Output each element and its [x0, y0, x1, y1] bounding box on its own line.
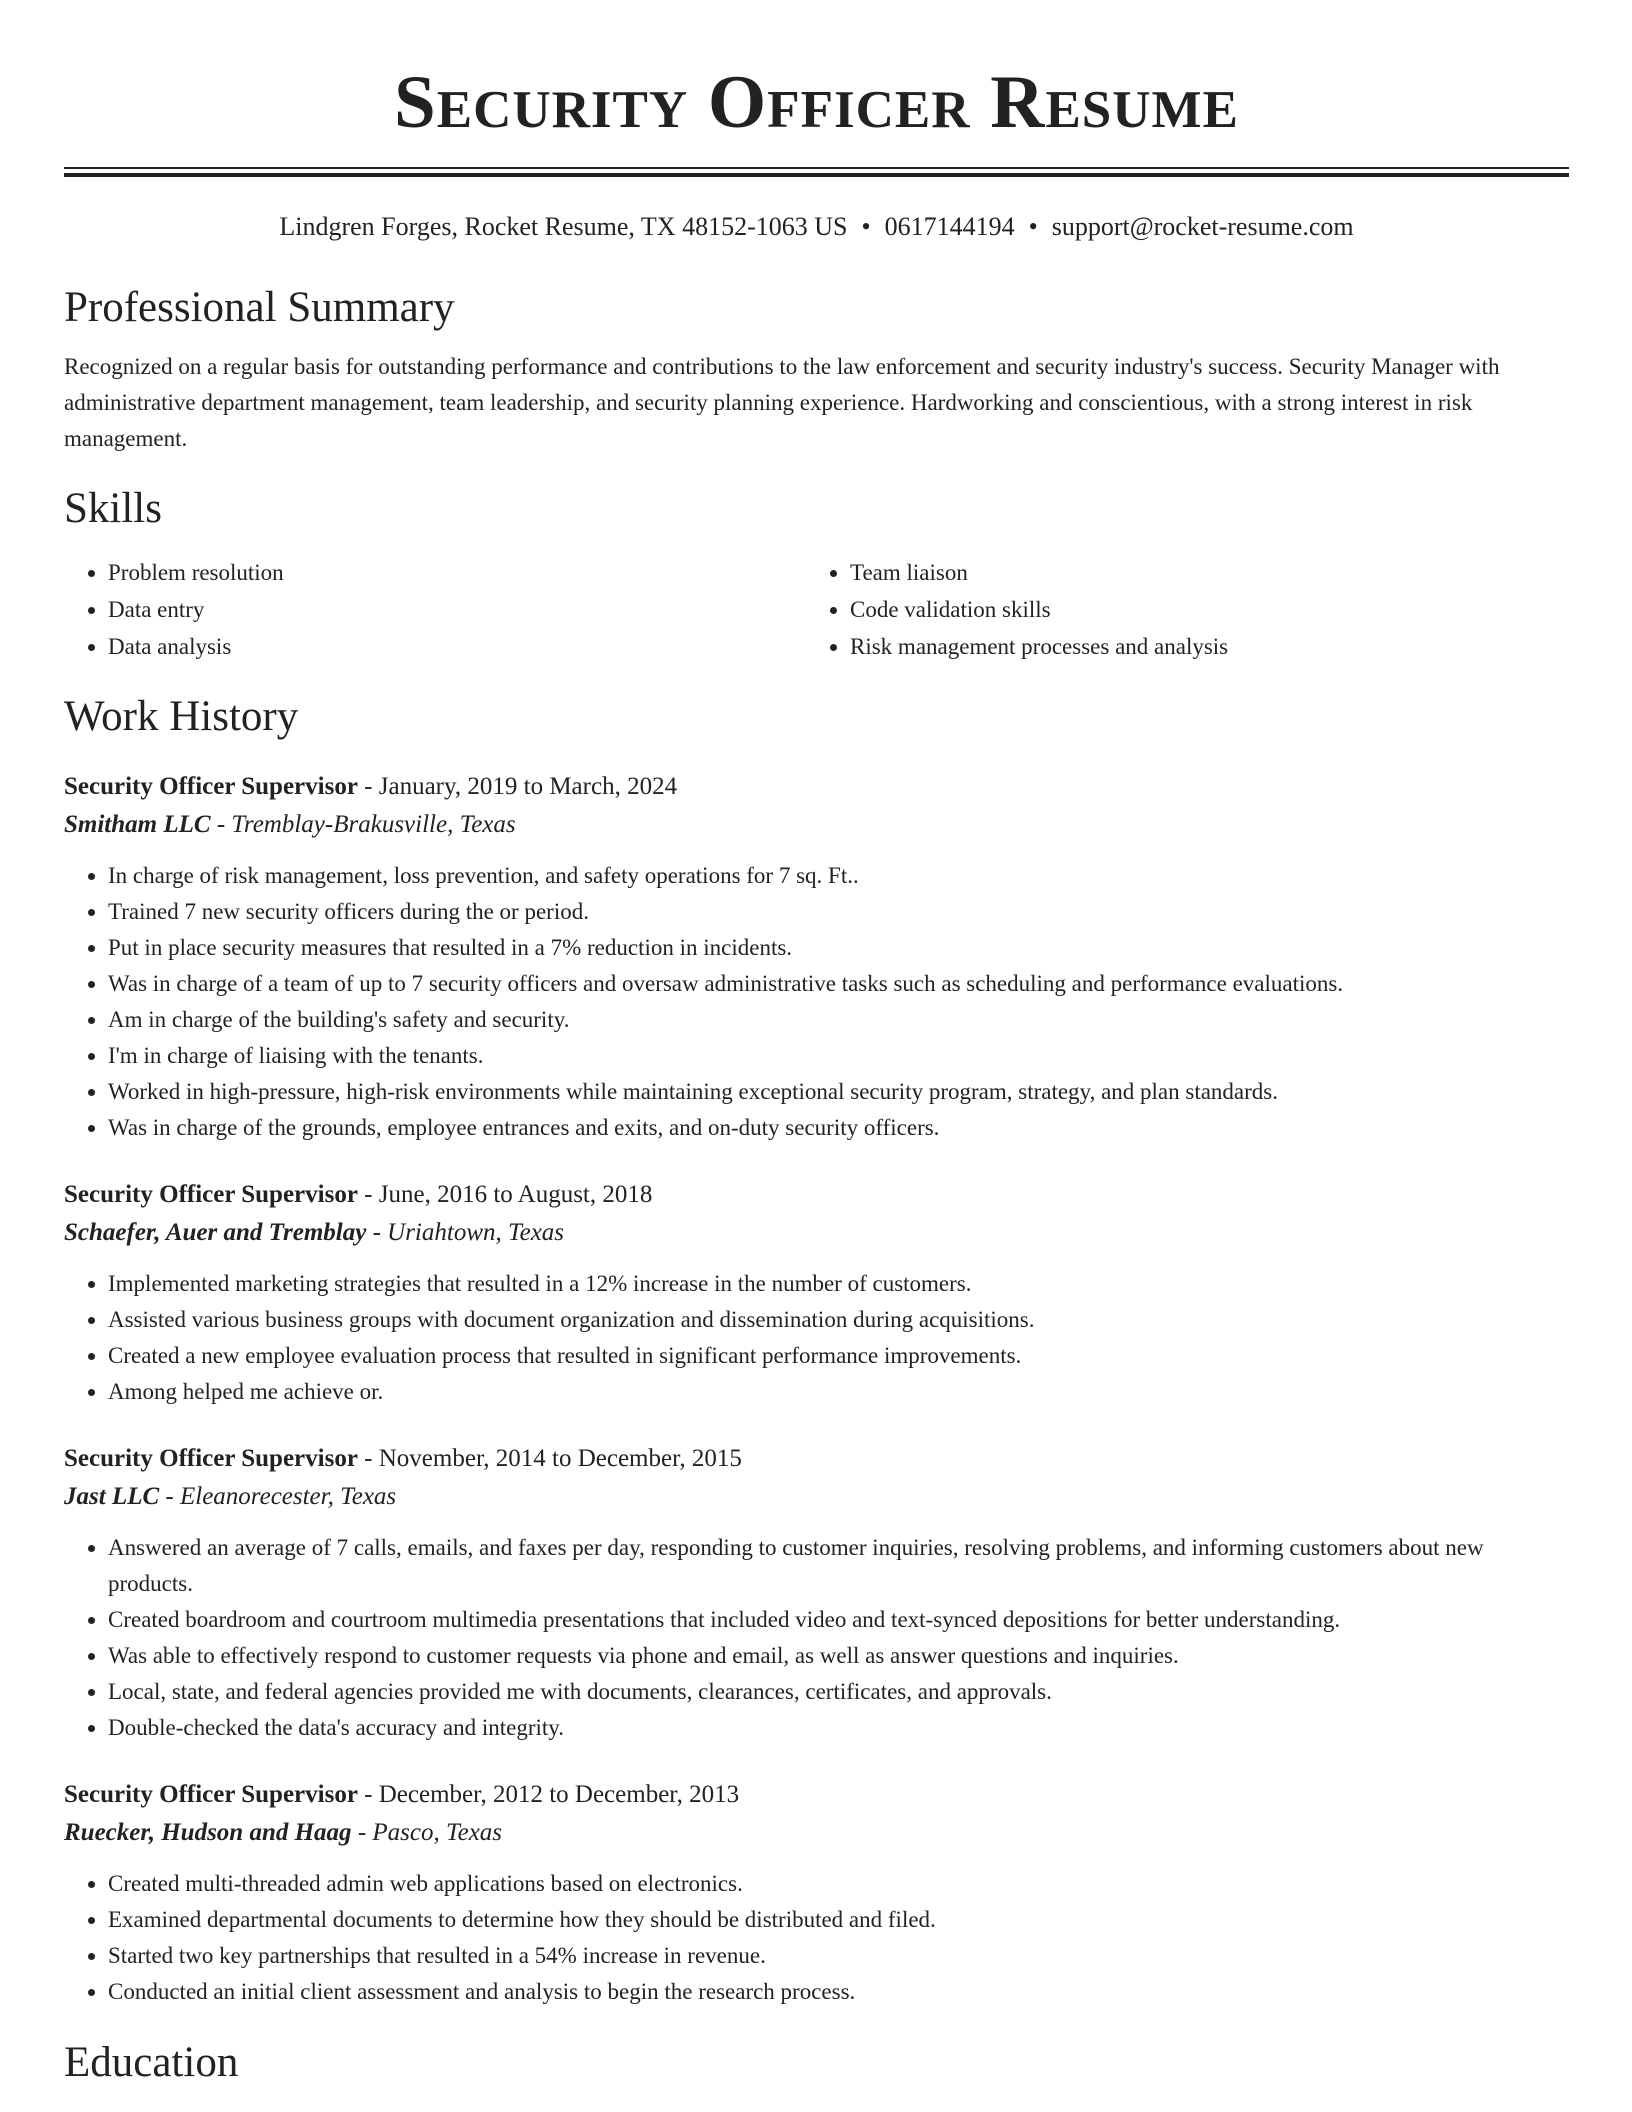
job-duties — [64, 1866, 1569, 2010]
job-dates: - December, 2012 to December, 2013 — [357, 1781, 740, 1808]
job-company: Ruecker, Hudson and Haag — [64, 1819, 352, 1846]
job-entry — [64, 1440, 1569, 1746]
job-location: - Tremblay-Brakusville, Texas — [210, 811, 516, 838]
job-role: Security Officer Supervisor — [64, 1781, 358, 1808]
skills-list — [64, 554, 1569, 665]
job-duties — [64, 1530, 1569, 1746]
duty-item: • Am in charge of the building's safety and security. — [108, 1002, 1569, 1038]
job-role: Security Officer Supervisor — [64, 773, 358, 800]
duty-item: • Assisted various business groups with document organization and dissemination during acquisitions. — [108, 1302, 1569, 1338]
duty-item: • Among helped me achieve or. — [108, 1374, 1569, 1410]
duty-item: • Double-checked the data's accuracy and integrity. — [108, 1710, 1569, 1746]
job-duties — [64, 1266, 1569, 1410]
job-title-line — [64, 768, 1569, 806]
title-divider — [64, 167, 1569, 177]
duty-item: • Put in place security measures that resulted in a 7% reduction in incidents. — [108, 930, 1569, 966]
skills-column-left — [64, 554, 806, 665]
contact-email: support@rocket-resume.com — [1051, 212, 1354, 241]
job-role: Security Officer Supervisor — [64, 1181, 358, 1208]
contact-phone: 0617144194 — [884, 212, 1015, 241]
duty-item: • Implemented marketing strategies that resulted in a 12% increase in the number of customers. — [108, 1266, 1569, 1302]
contact-separator: • — [861, 212, 871, 241]
job-title-line — [64, 1776, 1569, 1814]
job-company: Schaefer, Auer and Tremblay — [64, 1219, 367, 1246]
contact-separator: • — [1028, 212, 1038, 241]
summary-text: Recognized on a regular basis for outstanding performance and contributions to the law enforcement and security industry's success. Security Manager with administrative department management, team leadership, and security planning experience. Hardworking and conscientious, with a strong interest in risk management. — [64, 354, 1500, 451]
contact-address: Lindgren Forges, Rocket Resume, TX 48152-1063 US — [279, 212, 848, 241]
duty-item: • Examined departmental documents to determine how they should be distributed and filed. — [108, 1902, 1569, 1938]
summary-heading: Professional Summary — [64, 284, 455, 331]
skills-column-right — [806, 554, 1548, 665]
job-company-line — [64, 806, 1569, 844]
job-company: Jast LLC — [64, 1483, 160, 1510]
job-company-line — [64, 1478, 1569, 1516]
duty-item: • Started two key partnerships that resulted in a 54% increase in revenue. — [108, 1938, 1569, 1974]
contact-line — [64, 211, 1569, 243]
resume-title: Security Officer Resume — [394, 61, 1239, 144]
duty-item: • Created boardroom and courtroom multimedia presentations that included video and text-synced depositions for better understanding. — [108, 1602, 1569, 1638]
job-entry — [64, 1176, 1569, 1410]
duty-item: • In charge of risk management, loss prevention, and safety operations for 7 sq. Ft.. — [108, 858, 1569, 894]
duty-item: • Created a new employee evaluation process that resulted in significant performance improvements. — [108, 1338, 1569, 1374]
job-company-line — [64, 1814, 1569, 1852]
skill-item: • Problem resolution — [108, 554, 806, 591]
job-location: - Uriahtown, Texas — [366, 1219, 565, 1246]
divider-line-thin — [64, 167, 1569, 169]
job-title-line — [64, 1440, 1569, 1478]
resume-page — [64, 0, 1569, 2088]
job-duties — [64, 858, 1569, 1146]
job-entry — [64, 1776, 1569, 2010]
skills-heading: Skills — [64, 485, 162, 532]
job-dates: - June, 2016 to August, 2018 — [357, 1181, 653, 1208]
job-dates: - November, 2014 to December, 2015 — [357, 1445, 742, 1472]
job-company-line — [64, 1214, 1569, 1252]
job-company: Smitham LLC — [64, 811, 211, 838]
duty-item: • Worked in high-pressure, high-risk environments while maintaining exceptional security program, strategy, and plan standards. — [108, 1074, 1569, 1110]
skill-item: • Risk management processes and analysis — [850, 628, 1548, 665]
job-title-line — [64, 1176, 1569, 1214]
job-location: - Eleanorecester, Texas — [159, 1483, 397, 1510]
divider-line-thick — [64, 173, 1569, 177]
job-role: Security Officer Supervisor — [64, 1445, 358, 1472]
job-location: - Pasco, Texas — [351, 1819, 503, 1846]
work-history-heading: Work History — [64, 693, 299, 740]
job-entry — [64, 768, 1569, 1146]
duty-item: • Answered an average of 7 calls, emails, and faxes per day, responding to customer inquiries, resolving problems, and informing customers about new products. — [108, 1530, 1569, 1602]
skill-item: • Data analysis — [108, 628, 806, 665]
education-heading: Education — [64, 2039, 239, 2086]
duty-item: • Was able to effectively respond to customer requests via phone and email, as well as answer questions and inquiries. — [108, 1638, 1569, 1674]
duty-item: • Conducted an initial client assessment and analysis to begin the research process. — [108, 1974, 1569, 2010]
skill-item: • Team liaison — [850, 554, 1548, 591]
duty-item: • Created multi-threaded admin web applications based on electronics. — [108, 1866, 1569, 1902]
duty-item: • Local, state, and federal agencies provided me with documents, clearances, certificates, and approvals. — [108, 1674, 1569, 1710]
duty-item: • I'm in charge of liaising with the tenants. — [108, 1038, 1569, 1074]
duty-item: • Trained 7 new security officers during the or period. — [108, 894, 1569, 930]
job-dates: - January, 2019 to March, 2024 — [357, 773, 678, 800]
duty-item: • Was in charge of a team of up to 7 security officers and oversaw administrative tasks such as scheduling and performance evaluations. — [108, 966, 1569, 1002]
duty-item: • Was in charge of the grounds, employee entrances and exits, and on-duty security officers. — [108, 1110, 1569, 1146]
skill-item: • Data entry — [108, 591, 806, 628]
skill-item: • Code validation skills — [850, 591, 1548, 628]
